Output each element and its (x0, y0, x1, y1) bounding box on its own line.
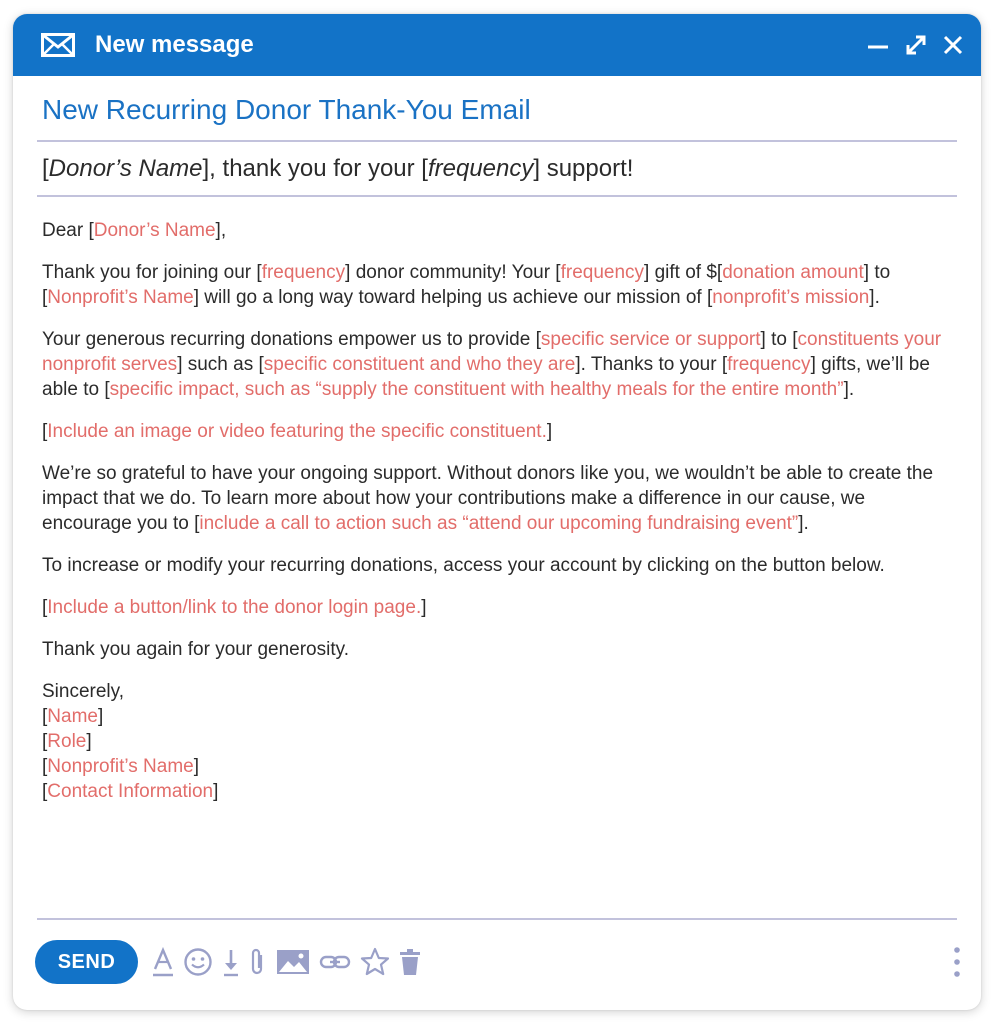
compose-content (13, 76, 981, 804)
signature-contact: [Contact Information] (42, 781, 219, 802)
subject-text: [Donor’s Name], thank you for your [frequency] support! (42, 154, 634, 182)
signature-role: [Role] (42, 731, 92, 752)
paragraph-1: Thank you for joining our [frequency] donor community! Your [frequency] gift of $[donation amount] to [Nonprofit’s Name] will go a long way toward helping us achieve our mission of [nonprofit’s mission]. (42, 262, 891, 308)
star-icon[interactable] (360, 947, 390, 977)
expand-icon[interactable] (905, 34, 927, 56)
mail-icon (41, 33, 75, 57)
trash-icon[interactable] (399, 947, 421, 977)
signature-closing: Sincerely, (42, 681, 125, 702)
link-icon[interactable] (319, 947, 351, 977)
signature-org: [Nonprofit’s Name] (42, 756, 199, 777)
format-text-icon[interactable] (152, 947, 174, 977)
paragraph-3: [Include an image or video featuring the specific constituent.] (42, 421, 553, 442)
paragraph-4: We’re so grateful to have your ongoing support. Without donors like you, we wouldn’t be able to create the impact that we do. To learn more about how your contributions make a difference in our cause, we encourage you to [include a call to action such as “attend our upcoming fundraising event”]. (42, 463, 934, 534)
close-icon[interactable] (943, 35, 963, 55)
window-controls (867, 34, 963, 56)
formatting-tools (152, 947, 421, 977)
minimize-icon[interactable] (867, 34, 889, 56)
window-title: New message (95, 31, 254, 58)
message-body[interactable] (37, 197, 957, 804)
paragraph-7: Thank you again for your generosity. (42, 639, 349, 660)
paragraph-6: [Include a button/link to the donor login page.] (42, 597, 427, 618)
compose-toolbar (35, 938, 965, 986)
signature-name: [Name] (42, 706, 104, 727)
attach-icon[interactable] (249, 947, 267, 977)
signature (42, 679, 957, 804)
titlebar (13, 14, 981, 76)
emoji-icon[interactable] (183, 947, 213, 977)
paragraph-5: To increase or modify your recurring donations, access your account by clicking on the button below. (42, 555, 885, 576)
more-options-icon[interactable] (953, 946, 961, 978)
subject-field[interactable] (37, 142, 957, 197)
compose-window (13, 14, 981, 1010)
toolbar-divider (37, 918, 957, 920)
image-icon[interactable] (276, 947, 310, 977)
download-icon[interactable] (222, 947, 240, 977)
greeting: Dear [Donor’s Name], (42, 220, 227, 241)
email-heading: New Recurring Donor Thank-You Email (37, 76, 957, 142)
paragraph-2: Your generous recurring donations empower us to provide [specific service or support] to [constituents your nonprofit serves] such as [specific constituent and who they are]. Thanks to your [frequency] gifts, we’ll be able to [specific impact, such as “supply the constituent with healthy meals for the entire month”]. (42, 329, 942, 400)
send-button[interactable]: SEND (35, 940, 138, 984)
